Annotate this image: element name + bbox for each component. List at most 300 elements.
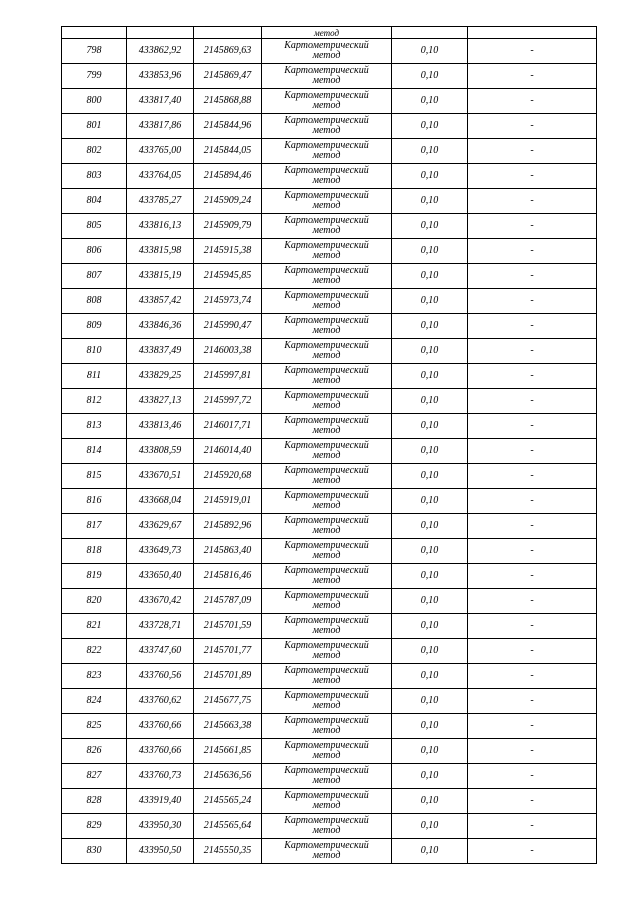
table-row: [62, 314, 597, 339]
accuracy-cell: 0,10: [392, 64, 468, 89]
method-cell: [262, 814, 392, 839]
accuracy-cell: 0,10: [392, 214, 468, 239]
point-number-cell: 825: [62, 714, 127, 739]
method-cell: [262, 514, 392, 539]
method-line-1: Картометрический: [284, 340, 369, 351]
point-number-cell: 827: [62, 764, 127, 789]
method-cell: [262, 214, 392, 239]
point-number-cell: 805: [62, 214, 127, 239]
accuracy-cell: 0,10: [392, 589, 468, 614]
table-row: [62, 714, 597, 739]
coord-y-cell: 2145915,38: [194, 239, 262, 264]
coord-x-cell: 433857,42: [127, 289, 194, 314]
point-number-cell: 818: [62, 539, 127, 564]
point-number-cell: 819: [62, 564, 127, 589]
continuation-cell-y: [194, 27, 262, 39]
note-cell: -: [468, 739, 597, 764]
accuracy-cell: 0,10: [392, 114, 468, 139]
point-number-cell: 798: [62, 39, 127, 64]
method-cell: [262, 689, 392, 714]
coord-x-cell: 433919,40: [127, 789, 194, 814]
coord-x-cell: 433765,00: [127, 139, 194, 164]
coord-x-cell: 433813,46: [127, 414, 194, 439]
note-cell: -: [468, 264, 597, 289]
method-cell: [262, 714, 392, 739]
point-number-cell: 800: [62, 89, 127, 114]
method-line-2: метод: [312, 800, 341, 811]
point-number-cell: 813: [62, 414, 127, 439]
table-row: [62, 739, 597, 764]
coord-x-cell: 433668,04: [127, 489, 194, 514]
accuracy-cell: 0,10: [392, 364, 468, 389]
coord-y-cell: 2145920,68: [194, 464, 262, 489]
continuation-row: [62, 27, 597, 39]
note-cell: -: [468, 689, 597, 714]
coord-x-cell: 433764,05: [127, 164, 194, 189]
method-cell: [262, 639, 392, 664]
note-cell: -: [468, 589, 597, 614]
coord-x-cell: 433747,60: [127, 639, 194, 664]
point-number-cell: 802: [62, 139, 127, 164]
coord-x-cell: 433760,73: [127, 764, 194, 789]
accuracy-cell: 0,10: [392, 564, 468, 589]
note-cell: -: [468, 789, 597, 814]
point-number-cell: 810: [62, 339, 127, 364]
accuracy-cell: 0,10: [392, 464, 468, 489]
table-row: [62, 789, 597, 814]
accuracy-cell: 0,10: [392, 189, 468, 214]
method-line-2: метод: [312, 625, 341, 636]
method-line-1: Картометрический: [284, 490, 369, 501]
point-number-cell: 829: [62, 814, 127, 839]
method-line-1: Картометрический: [284, 540, 369, 551]
coord-x-cell: 433846,36: [127, 314, 194, 339]
note-cell: -: [468, 489, 597, 514]
coord-x-cell: 433829,25: [127, 364, 194, 389]
note-cell: -: [468, 514, 597, 539]
coord-y-cell: 2145677,75: [194, 689, 262, 714]
method-cell: [262, 564, 392, 589]
accuracy-cell: 0,10: [392, 814, 468, 839]
method-line-1: Картометрический: [284, 715, 369, 726]
method-cell: [262, 239, 392, 264]
coord-y-cell: 2145997,72: [194, 389, 262, 414]
method-line-2: метод: [312, 225, 341, 236]
method-line-1: Картометрический: [284, 65, 369, 76]
table-row: [62, 814, 597, 839]
method-line-1: Картометрический: [284, 365, 369, 376]
point-number-cell: 811: [62, 364, 127, 389]
table-row: [62, 214, 597, 239]
method-line-1: Картометрический: [284, 315, 369, 326]
method-cell: [262, 364, 392, 389]
note-cell: -: [468, 214, 597, 239]
method-line-2: метод: [312, 750, 341, 761]
point-number-cell: 821: [62, 614, 127, 639]
point-number-cell: 826: [62, 739, 127, 764]
method-line-1: Картометрический: [284, 515, 369, 526]
method-line-1: Картометрический: [284, 790, 369, 801]
method-cell: [262, 314, 392, 339]
table-row: [62, 364, 597, 389]
coord-y-cell: 2145663,38: [194, 714, 262, 739]
method-cell: [262, 589, 392, 614]
coord-y-cell: 2145636,56: [194, 764, 262, 789]
method-line-2: метод: [312, 250, 341, 261]
coord-x-cell: 433760,66: [127, 739, 194, 764]
method-cell: [262, 64, 392, 89]
method-line-1: Картометрический: [284, 290, 369, 301]
method-line-2: метод: [312, 700, 341, 711]
table-row: [62, 39, 597, 64]
point-number-cell: 815: [62, 464, 127, 489]
note-cell: -: [468, 464, 597, 489]
note-cell: -: [468, 339, 597, 364]
method-line-2: метод: [312, 675, 341, 686]
accuracy-cell: 0,10: [392, 664, 468, 689]
method-cell: [262, 614, 392, 639]
method-cell: [262, 164, 392, 189]
method-cell: [262, 189, 392, 214]
table-row: [62, 139, 597, 164]
table-row: [62, 589, 597, 614]
coord-y-cell: 2145868,88: [194, 89, 262, 114]
coord-x-cell: 433816,13: [127, 214, 194, 239]
method-cell: [262, 464, 392, 489]
table-row: [62, 839, 597, 864]
method-line-2: метод: [312, 325, 341, 336]
coord-x-cell: 433760,66: [127, 714, 194, 739]
note-cell: -: [468, 64, 597, 89]
point-number-cell: 799: [62, 64, 127, 89]
accuracy-cell: 0,10: [392, 389, 468, 414]
coord-x-cell: 433815,19: [127, 264, 194, 289]
method-line-1: Картометрический: [284, 140, 369, 151]
coord-y-cell: 2145701,59: [194, 614, 262, 639]
method-cell: [262, 839, 392, 864]
coord-y-cell: 2145909,79: [194, 214, 262, 239]
point-number-cell: 822: [62, 639, 127, 664]
note-cell: -: [468, 89, 597, 114]
note-cell: -: [468, 839, 597, 864]
note-cell: -: [468, 564, 597, 589]
method-cell: [262, 264, 392, 289]
note-cell: -: [468, 764, 597, 789]
note-cell: -: [468, 389, 597, 414]
coord-y-cell: 2145787,09: [194, 589, 262, 614]
table-row: [62, 239, 597, 264]
coord-x-cell: 433817,40: [127, 89, 194, 114]
method-cell: [262, 664, 392, 689]
method-line-1: Картометрический: [284, 690, 369, 701]
method-line-1: Картометрический: [284, 590, 369, 601]
point-number-cell: 804: [62, 189, 127, 214]
table-row: [62, 489, 597, 514]
coord-y-cell: 2145701,77: [194, 639, 262, 664]
point-number-cell: 806: [62, 239, 127, 264]
note-cell: -: [468, 114, 597, 139]
accuracy-cell: 0,10: [392, 839, 468, 864]
method-line-2: метод: [312, 50, 341, 61]
coord-y-cell: 2145892,96: [194, 514, 262, 539]
continuation-cell-x: [127, 27, 194, 39]
method-line-2: метод: [312, 500, 341, 511]
table-row: [62, 439, 597, 464]
method-line-2: метод: [312, 175, 341, 186]
method-line-2: метод: [312, 400, 341, 411]
point-number-cell: 809: [62, 314, 127, 339]
coord-y-cell: 2145997,81: [194, 364, 262, 389]
table-row: [62, 189, 597, 214]
table-row: [62, 514, 597, 539]
coord-x-cell: 433853,96: [127, 64, 194, 89]
coord-y-cell: 2145816,46: [194, 564, 262, 589]
point-number-cell: 823: [62, 664, 127, 689]
table-row: [62, 339, 597, 364]
method-line-1: Картометрический: [284, 115, 369, 126]
table-row: [62, 264, 597, 289]
coordinates-table: [61, 26, 597, 864]
method-line-2: метод: [312, 450, 341, 461]
method-line-1: Картометрический: [284, 440, 369, 451]
coord-x-cell: 433837,49: [127, 339, 194, 364]
coord-x-cell: 433649,73: [127, 539, 194, 564]
coord-y-cell: 2145863,40: [194, 539, 262, 564]
accuracy-cell: 0,10: [392, 164, 468, 189]
method-line-1: Картометрический: [284, 240, 369, 251]
continuation-cell-num: [62, 27, 127, 39]
coord-x-cell: 433815,98: [127, 239, 194, 264]
accuracy-cell: 0,10: [392, 714, 468, 739]
method-line-2: метод: [312, 525, 341, 536]
coord-x-cell: 433650,40: [127, 564, 194, 589]
coord-x-cell: 433785,27: [127, 189, 194, 214]
coord-y-cell: 2145919,01: [194, 489, 262, 514]
method-cell: [262, 139, 392, 164]
coord-y-cell: 2145701,89: [194, 664, 262, 689]
method-cell: [262, 439, 392, 464]
coord-y-cell: 2145894,46: [194, 164, 262, 189]
method-line-1: Картометрический: [284, 190, 369, 201]
method-line-1: Картометрический: [284, 265, 369, 276]
method-line-1: Картометрический: [284, 390, 369, 401]
method-line-1: Картометрический: [284, 840, 369, 851]
table-row: [62, 689, 597, 714]
method-line-2: метод: [312, 150, 341, 161]
accuracy-cell: 0,10: [392, 39, 468, 64]
method-line-2: метод: [312, 425, 341, 436]
method-line-2: метод: [312, 550, 341, 561]
table-row: [62, 414, 597, 439]
note-cell: -: [468, 314, 597, 339]
method-line-2: метод: [312, 350, 341, 361]
method-line-2: метод: [312, 650, 341, 661]
coord-y-cell: 2145869,63: [194, 39, 262, 64]
method-line-2: метод: [312, 300, 341, 311]
method-cell: [262, 539, 392, 564]
method-line-2: метод: [312, 200, 341, 211]
method-line-2: метод: [312, 775, 341, 786]
continuation-cell-note: [468, 27, 597, 39]
coord-x-cell: 433950,50: [127, 839, 194, 864]
accuracy-cell: 0,10: [392, 289, 468, 314]
coord-y-cell: 2145844,05: [194, 139, 262, 164]
method-cell: [262, 489, 392, 514]
method-cell: [262, 114, 392, 139]
accuracy-cell: 0,10: [392, 514, 468, 539]
coord-x-cell: 433629,67: [127, 514, 194, 539]
note-cell: -: [468, 439, 597, 464]
method-cell: [262, 739, 392, 764]
accuracy-cell: 0,10: [392, 489, 468, 514]
point-number-cell: 820: [62, 589, 127, 614]
coord-y-cell: 2145565,64: [194, 814, 262, 839]
table-row: [62, 389, 597, 414]
coord-x-cell: 433827,13: [127, 389, 194, 414]
accuracy-cell: 0,10: [392, 264, 468, 289]
method-line-1: Картометрический: [284, 165, 369, 176]
method-line-1: Картометрический: [284, 815, 369, 826]
table-row: [62, 289, 597, 314]
point-number-cell: 816: [62, 489, 127, 514]
method-cell: [262, 389, 392, 414]
table-row: [62, 114, 597, 139]
point-number-cell: 817: [62, 514, 127, 539]
method-line-1: Картометрический: [284, 40, 369, 51]
point-number-cell: 812: [62, 389, 127, 414]
table-row: [62, 89, 597, 114]
continuation-cell-method: метод: [262, 27, 392, 39]
accuracy-cell: 0,10: [392, 239, 468, 264]
method-line-2: метод: [312, 600, 341, 611]
point-number-cell: 807: [62, 264, 127, 289]
point-number-cell: 824: [62, 689, 127, 714]
accuracy-cell: 0,10: [392, 789, 468, 814]
note-cell: -: [468, 539, 597, 564]
note-cell: -: [468, 164, 597, 189]
point-number-cell: 801: [62, 114, 127, 139]
point-number-cell: 830: [62, 839, 127, 864]
method-cell: [262, 414, 392, 439]
table-row: [62, 539, 597, 564]
coord-y-cell: 2145565,24: [194, 789, 262, 814]
method-line-1: Картометрический: [284, 740, 369, 751]
note-cell: -: [468, 814, 597, 839]
method-line-1: Картометрический: [284, 665, 369, 676]
method-cell: [262, 339, 392, 364]
note-cell: -: [468, 714, 597, 739]
table-row: [62, 164, 597, 189]
accuracy-cell: 0,10: [392, 439, 468, 464]
coord-y-cell: 2145909,24: [194, 189, 262, 214]
coord-y-cell: 2145945,85: [194, 264, 262, 289]
point-number-cell: 814: [62, 439, 127, 464]
coord-x-cell: 433670,51: [127, 464, 194, 489]
accuracy-cell: 0,10: [392, 314, 468, 339]
note-cell: -: [468, 364, 597, 389]
coord-y-cell: 2145990,47: [194, 314, 262, 339]
method-line-1: Картометрический: [284, 90, 369, 101]
coord-y-cell: 2146003,38: [194, 339, 262, 364]
table-row: [62, 764, 597, 789]
method-cell: [262, 89, 392, 114]
coord-y-cell: 2146014,40: [194, 439, 262, 464]
continuation-cell-accuracy: [392, 27, 468, 39]
method-line-2: метод: [312, 725, 341, 736]
point-number-cell: 808: [62, 289, 127, 314]
method-line-1: Картометрический: [284, 215, 369, 226]
method-line-2: метод: [312, 75, 341, 86]
method-cell: [262, 39, 392, 64]
table-row: [62, 664, 597, 689]
accuracy-cell: 0,10: [392, 639, 468, 664]
table-row: [62, 64, 597, 89]
table-row: [62, 614, 597, 639]
accuracy-cell: 0,10: [392, 764, 468, 789]
accuracy-cell: 0,10: [392, 89, 468, 114]
note-cell: -: [468, 664, 597, 689]
accuracy-cell: 0,10: [392, 614, 468, 639]
coord-y-cell: 2145973,74: [194, 289, 262, 314]
method-line-2: метод: [312, 375, 341, 386]
coord-x-cell: 433670,42: [127, 589, 194, 614]
method-line-1: Картометрический: [284, 465, 369, 476]
method-cell: [262, 764, 392, 789]
accuracy-cell: 0,10: [392, 539, 468, 564]
method-line-1: Картометрический: [284, 765, 369, 776]
point-number-cell: 803: [62, 164, 127, 189]
method-cell: [262, 289, 392, 314]
accuracy-cell: 0,10: [392, 339, 468, 364]
coord-x-cell: 433760,56: [127, 664, 194, 689]
note-cell: -: [468, 139, 597, 164]
method-line-2: метод: [312, 575, 341, 586]
note-cell: -: [468, 239, 597, 264]
accuracy-cell: 0,10: [392, 139, 468, 164]
note-cell: -: [468, 639, 597, 664]
accuracy-cell: 0,10: [392, 739, 468, 764]
method-cell: [262, 789, 392, 814]
coord-x-cell: 433862,92: [127, 39, 194, 64]
method-line-1: Картометрический: [284, 415, 369, 426]
table-row: [62, 464, 597, 489]
method-line-1: Картометрический: [284, 640, 369, 651]
coord-y-cell: 2145661,85: [194, 739, 262, 764]
method-line-2: метод: [312, 125, 341, 136]
method-line-2: метод: [312, 275, 341, 286]
coord-y-cell: 2146017,71: [194, 414, 262, 439]
accuracy-cell: 0,10: [392, 689, 468, 714]
table-row: [62, 564, 597, 589]
coord-x-cell: 433760,62: [127, 689, 194, 714]
note-cell: -: [468, 189, 597, 214]
note-cell: -: [468, 289, 597, 314]
table-row: [62, 639, 597, 664]
note-cell: -: [468, 39, 597, 64]
method-line-2: метод: [312, 100, 341, 111]
note-cell: -: [468, 614, 597, 639]
method-line-2: метод: [312, 825, 341, 836]
coord-y-cell: 2145550,35: [194, 839, 262, 864]
point-number-cell: 828: [62, 789, 127, 814]
coord-x-cell: 433808,59: [127, 439, 194, 464]
method-line-2: метод: [312, 850, 341, 861]
method-line-1: Картометрический: [284, 565, 369, 576]
method-line-1: Картометрический: [284, 615, 369, 626]
coord-x-cell: 433728,71: [127, 614, 194, 639]
coord-y-cell: 2145869,47: [194, 64, 262, 89]
coord-x-cell: 433817,86: [127, 114, 194, 139]
